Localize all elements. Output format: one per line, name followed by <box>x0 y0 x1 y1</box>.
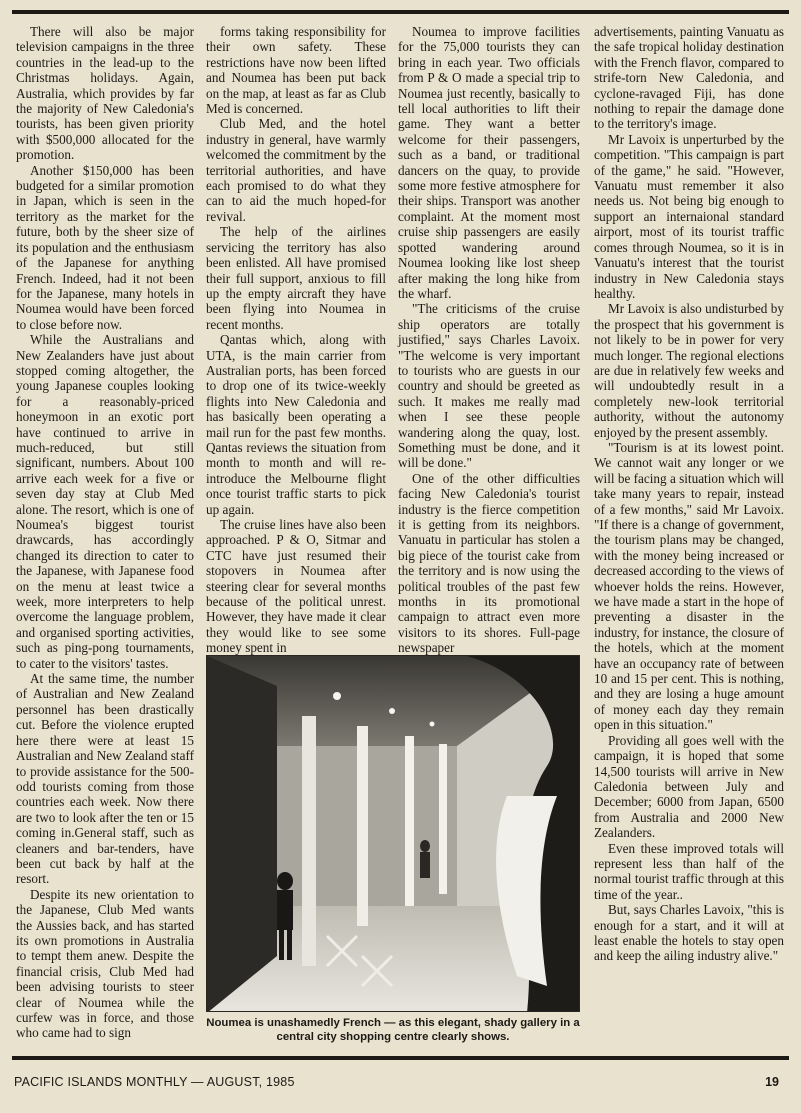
top-rule <box>12 10 789 14</box>
column-3 <box>398 24 580 656</box>
paragraph: The help of the airlines servicing the territory has also been enlisted. All have promised their full support, anxious to fill up the empty aircraft they have been flying into Noumea in recent months. <box>206 224 386 332</box>
paragraph: Even these improved totals will represent less than half of the normal tourist traffic through at this time of the year.. <box>594 840 784 902</box>
paragraph: At the same time, the number of Australian and New Zealand personnel has been drastically cut. Before the violence erupted here there were at least 15 Australian and New Zealand staff to provide assistance for the 500-odd tourists coming from those countries each week. Now there are two to look after the ten or 15 coming in.General staff, such as cleaners and bar-tenders, have been cut back by half at the resort. <box>16 671 194 887</box>
paragraph: There will also be major television campaigns in the three countries in the lead-up to the Christmas holidays. Again, Australia, which provides by far the majority of New Caledonia's tourists, has been given priority with $500,000 allocated for the promotion. <box>16 24 194 163</box>
paragraph: advertisements, painting Vanuatu as the safe tropical holiday destination with the French flavor, compared to strife-torn New Caledonia, and cyclone-ravaged Fiji, has done nothing to repair the damage done to the territory's image. <box>594 24 784 132</box>
paragraph: Mr Lavoix is also undisturbed by the prospect that his government is not likely to be in power for very much longer. The regional elections are due in relatively few weeks and will undoubtedly result in a completely new-look territorial authority, without the autonomy enjoyed by the present assembly. <box>594 301 784 440</box>
page-number: 19 <box>765 1075 779 1089</box>
paragraph: While the Australians and New Zealanders have just about stopped coming altogether, the young Japanese couples looking for a reasonably-priced honeymoon in an exotic port have continued to arrive in much-reduced, but still significant, numbers. About 100 arrive each week for a five or seven day stay at Club Med alone. The resort, which is one of Noumea's biggest tourist drawcards, has accordingly changed its direction to cater to the Japanese, with Japanese food on the menu at least twice a week, more interpreters to help overcome the language problem, and organised sporting activities, such as ping-pong tournaments, to cater to the visitors' tastes. <box>16 332 194 671</box>
paragraph: "Tourism is at its lowest point. We cannot wait any longer or we will be facing a situation which will take many years to repair, instead of a few months," said Mr Lavoix. "If there is a change of government, the tourism plans may be changed, with the money being increased or decreased according to the views of whoever holds the reins. However, we have made a start in the hope of preventing a disaster in the industry, for instance, the closure of the hotels, which at the moment have an occupancy rate of between 10 and 15 per cent. This is nothing, and they are losing a huge amount of money each day they remain open in this situation." <box>594 439 784 733</box>
paragraph: Mr Lavoix is unperturbed by the competition. "This campaign is part of the game," he said. "However, Vanuatu must remember it also needs us. Not being big enough to support an internaional standard airport, most of its tourist traffic comes through Noumea, so it is in Vanuatu's interest that the tourist industry in New Caledonia stays healthy. <box>594 131 784 301</box>
footer-publication: PACIFIC ISLANDS MONTHLY — AUGUST, 1985 <box>14 1075 295 1089</box>
paragraph: The cruise lines have also been approached. P & O, Sitmar and CTC have just resumed their stopovers in Noumea after steering clear for several months because of the political unrest. However, they have made it clear they would like to see some money spent in <box>206 517 386 656</box>
column-2 <box>206 24 386 656</box>
paragraph: Another $150,000 has been budgeted for a similar promotion in Japan, which is seen in the territory as the market for the future, both by the sheer size of its population and the enthusiasm of the Japanese for anything French. Indeed, had it not been for the Japanese, many hotels in Noumea would have been forced to close before now. <box>16 162 194 332</box>
photo-caption: Noumea is unashamedly French — as this elegant, shady gallery in a central city shopping centre clearly shows. <box>206 1017 580 1043</box>
column-1 <box>16 24 194 1041</box>
paragraph: forms taking responsibility for their own safety. These restrictions have now been lifted and Noumea has been put back on the map, at least as far as Club Med is concerned. <box>206 24 386 117</box>
paragraph: Despite its new orientation to the Japanese, Club Med wants the Aussies back, and has started its own promotions in Australia to tempt them anew. Despite the financial crisis, Club Med had been advising tourists to steer clear of Noumea while the curfew was in force, and those who came had to sign <box>16 886 194 1041</box>
paragraph: Providing all goes well with the campaign, it is hoped that some 14,500 tourists will arrive in New Caledonia between July and December; 6000 from Japan, 6500 from Australia and 2000 New Zealanders. <box>594 732 784 841</box>
column-4 <box>594 24 784 964</box>
paragraph: But, says Charles Lavoix, "this is enough for a start, and it will at least enable the hotels to stay open and keep the ailing industry alive." <box>594 902 784 964</box>
bottom-rule <box>12 1056 789 1060</box>
paragraph: Qantas which, along with UTA, is the main carrier from Australian ports, has been forced to drop one of its twice-weekly flights into New Caledonia and has basically been operating a mail run for the past few months. Qantas reviews the situation from month to month and will re-introduce the Melbourne flight once tourist traffic starts to pick up again. <box>206 332 386 517</box>
gallery-photo-illustration <box>207 656 580 1012</box>
paragraph: One of the other difficulties facing New Caledonia's tourist industry is the fierce competition it is getting from its neighbors. Vanuatu in particular has stolen a big piece of the tourist cake from the territory and is now using the political troubles of the past few months in its promotional campaign to attract even more visitors to its shores. Full-page newspaper <box>398 470 580 656</box>
paragraph: Noumea to improve facilities for the 75,000 tourists they can bring in each year. Two officials from P & O made a special trip to Noumea just recently, basically to tell local authorities to lift their game. They want a better welcome for their passengers, such as a band, or traditional dancers on the quay, to provide some more festive atmosphere for their ships. Transport was another complaint. At the moment most cruise ship passengers are easily spotted wandering around Noumea looking like lost sheep after making the long hike from the wharf. <box>398 24 580 301</box>
gallery-photo <box>206 655 580 1012</box>
paragraph: Club Med, and the hotel industry in general, have warmly welcomed the commitment by the territorial authorities, and have each promised to do what they can to aid the much hoped-for revival. <box>206 116 386 224</box>
paragraph: "The criticisms of the cruise ship operators are totally justified," says Charles Lavoix. "The welcome is very important to tourists who are guests in our country and should be greeted as such. It makes me really mad when I see these people wandering along the quay, lost. Something must be done, and it will be done." <box>398 301 580 471</box>
